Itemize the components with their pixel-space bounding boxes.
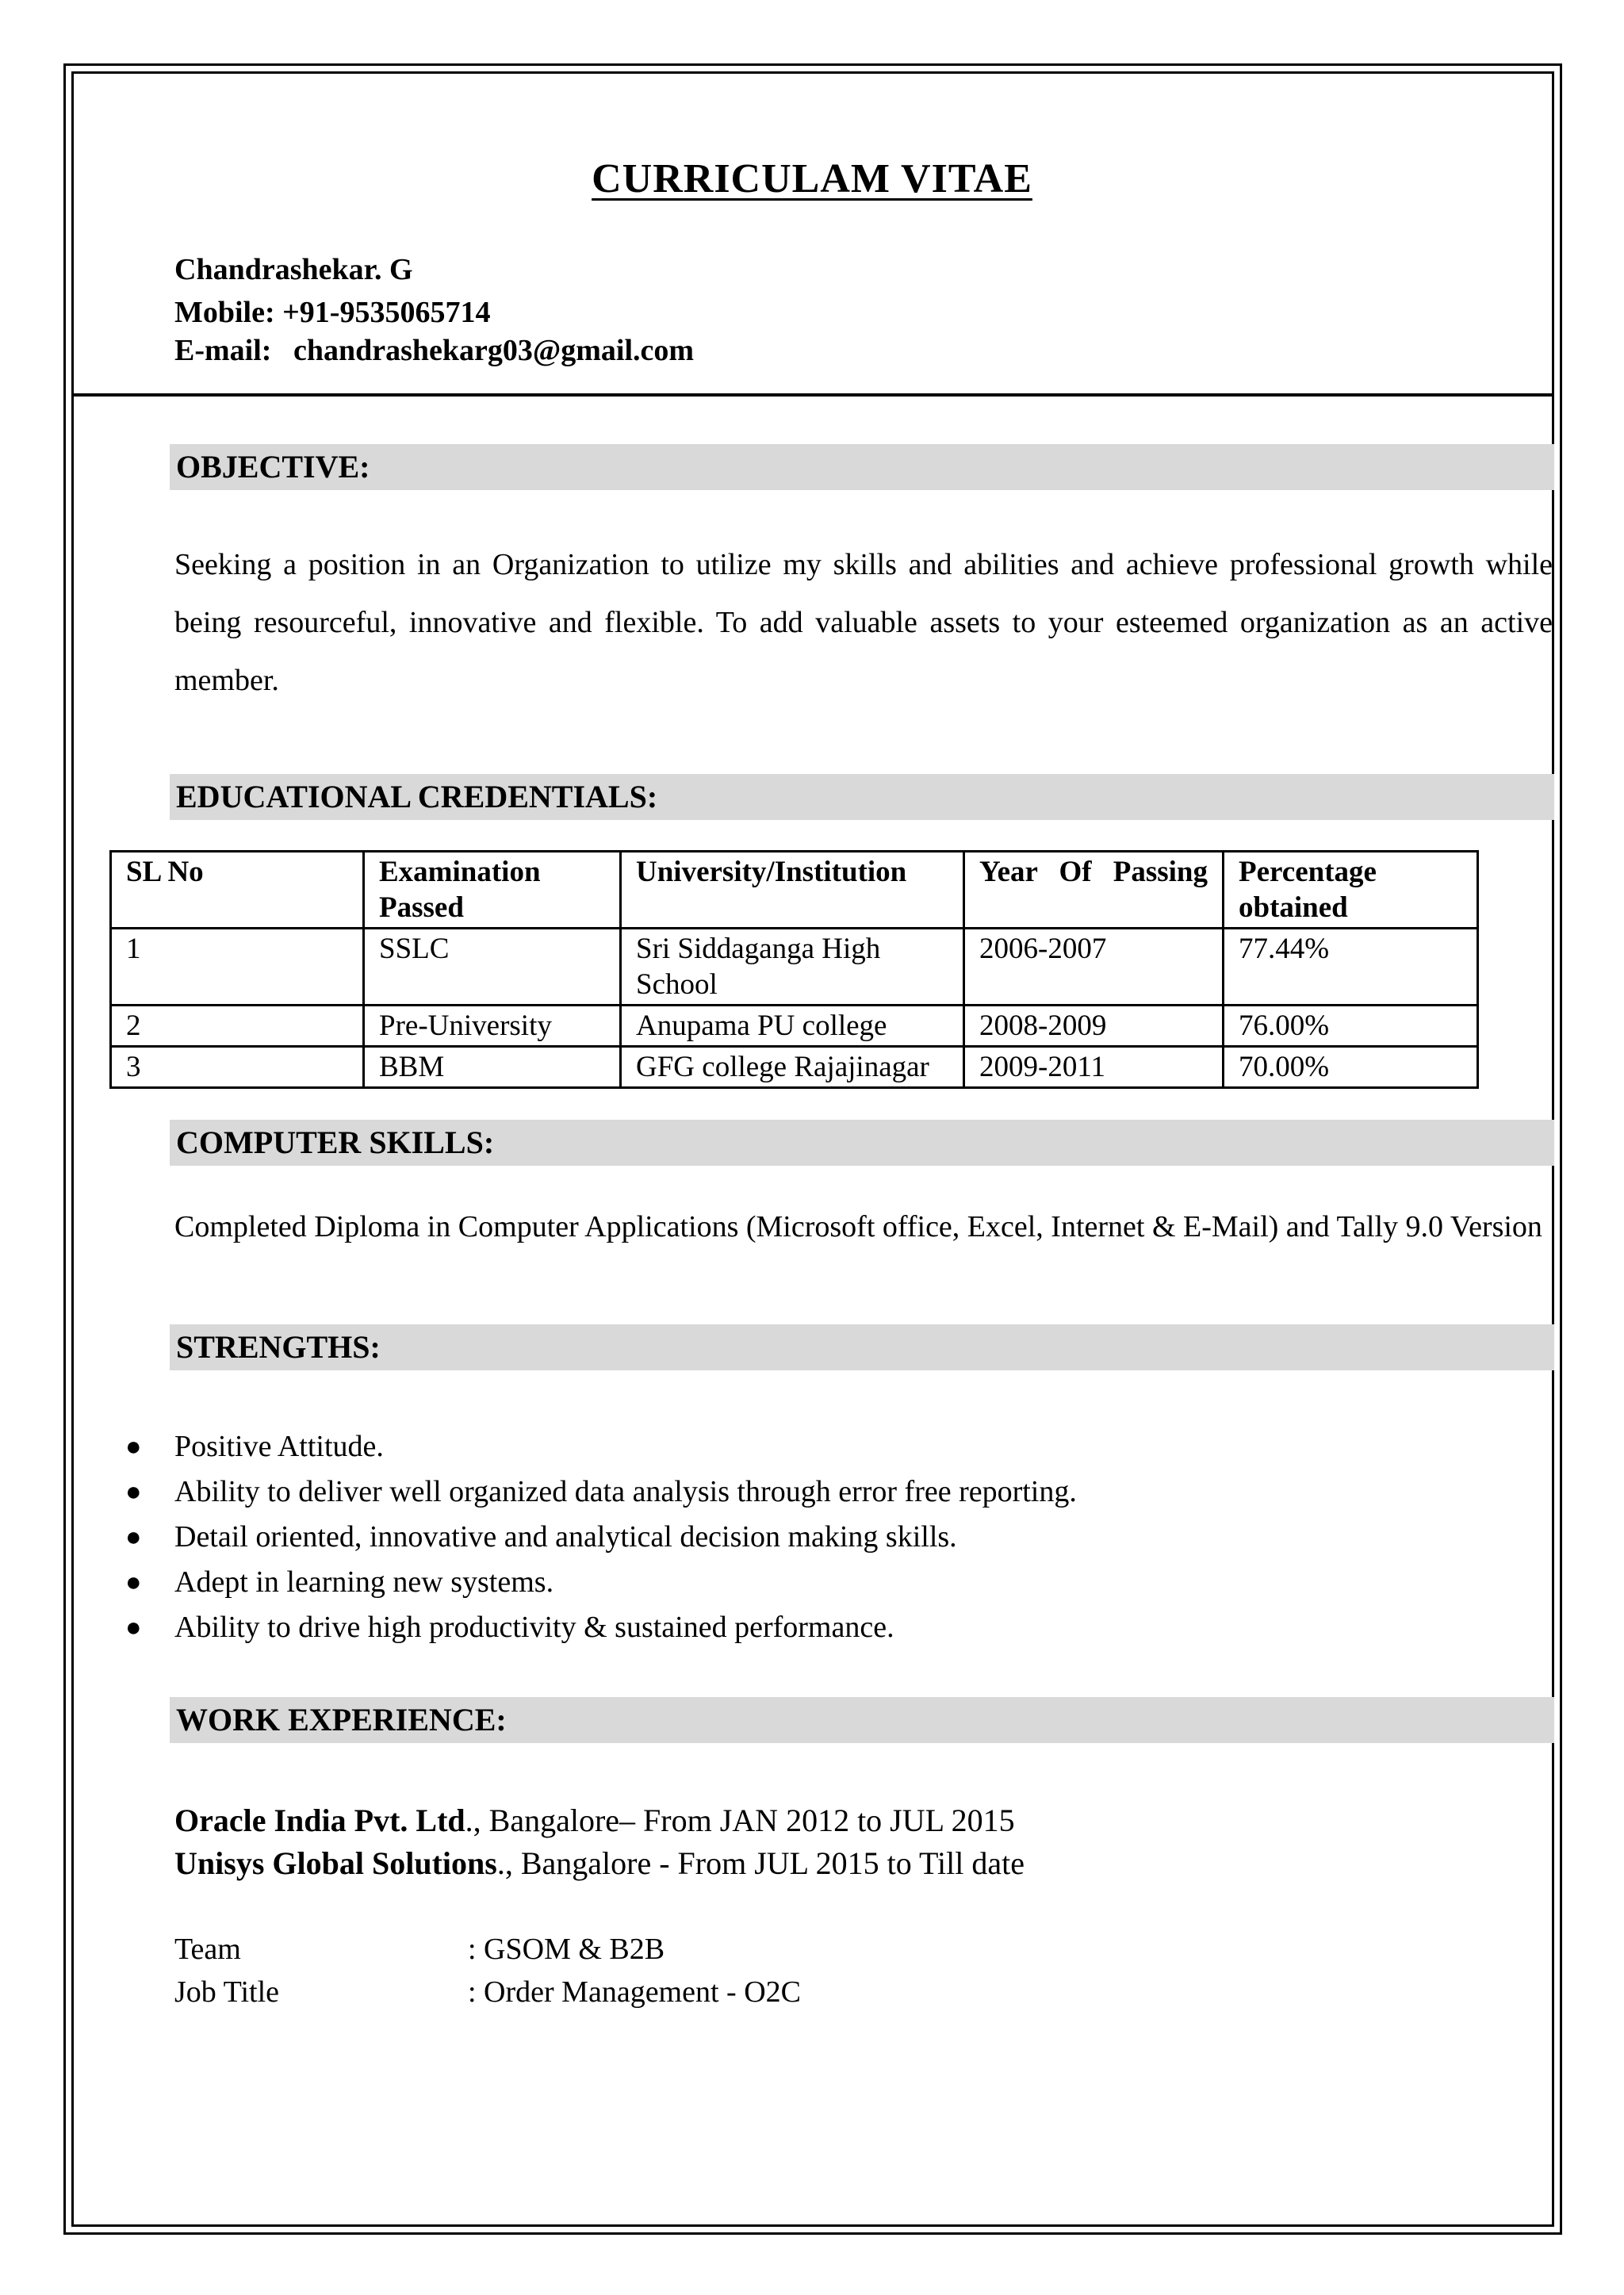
company-name: Oracle India Pvt. Ltd [174,1803,465,1838]
cell-year: 2009-2011 [964,1047,1224,1088]
company-name: Unisys Global Solutions [174,1845,497,1881]
contact-email [174,333,694,368]
col-header-percentage: Percentage obtained [1224,852,1478,929]
cell-institution: Anupama PU college [621,1006,964,1047]
col-header-sl-no: SL No [111,852,364,929]
table-row [111,929,1478,1006]
list-item [125,1469,1077,1515]
contact-mobile [174,295,490,330]
col-header-exam: Examination Passed [364,852,621,929]
cell-exam: BBM [364,1047,621,1088]
bullet-icon: ● [125,1523,142,1552]
job-entry-oracle [174,1802,1015,1839]
education-heading: EDUCATIONAL CREDENTIALS: [170,774,1554,820]
cell-sl-no: 2 [111,1006,364,1047]
strength-text: Positive Attitude. [174,1430,384,1463]
strength-text: Detail oriented, innovative and analytical decision making skills. [174,1520,957,1554]
job-details: ., Bangalore - From JUL 2015 to Till date [496,1845,1025,1881]
list-item [125,1424,1077,1469]
team-row [174,1932,665,1967]
cell-sl-no: 3 [111,1047,364,1088]
objective-text: Seeking a position in an Organization to utilize my skills and abilities and achieve professional growth while being resourceful, innovative and flexible. To add valuable assets to your esteemed organization as an active member. [174,548,1553,697]
cell-exam: SSLC [364,929,621,1006]
table-row [111,1047,1478,1088]
cell-percentage: 77.44% [1224,929,1478,1006]
education-table [109,850,1479,1089]
document-title: CURRICULAM VITAE [592,156,1032,201]
email-label: E-mail: [174,334,272,367]
email-value: chandrashekarg03@gmail.com [293,334,695,367]
job-details: ., Bangalore– From JAN 2012 to JUL 2015 [465,1803,1015,1838]
cell-exam: Pre-University [364,1006,621,1047]
col-header-institution: University/Institution [621,852,964,929]
list-item [125,1605,1077,1650]
team-label: Team [174,1933,241,1966]
computer-skills-text: Completed Diploma in Computer Applications (Microsoft office, Excel, Internet & E-Mail) and Tally 9.0 Version [174,1210,1542,1243]
job-entry-unisys [174,1845,1025,1882]
objective-heading: OBJECTIVE: [170,444,1554,490]
strength-text: Ability to deliver well organized data analysis through error free reporting. [174,1475,1077,1508]
bullet-icon: ● [125,1613,142,1642]
strengths-list [125,1424,1077,1650]
cell-percentage: 70.00% [1224,1047,1478,1088]
bullet-icon: ● [125,1568,142,1597]
cell-percentage: 76.00% [1224,1006,1478,1047]
team-value: : GSOM & B2B [468,1933,665,1966]
contact-name: Chandrashekar. G [174,253,413,286]
cell-year: 2006-2007 [964,929,1224,1006]
mobile-value: +91-9535065714 [282,296,491,329]
bullet-icon: ● [125,1477,142,1507]
cell-year: 2008-2009 [964,1006,1224,1047]
header-divider [71,393,1554,397]
strengths-heading: STRENGTHS: [170,1324,1554,1370]
job-title-value: : Order Management - O2C [468,1975,801,2009]
list-item [125,1560,1077,1605]
computer-skills-heading: COMPUTER SKILLS: [170,1120,1554,1166]
table-header-row [111,852,1478,929]
cell-sl-no: 1 [111,929,364,1006]
mobile-label: Mobile: [174,296,275,329]
cell-institution: GFG college Rajajinagar [621,1047,964,1088]
strength-text: Adept in learning new systems. [174,1565,554,1599]
strength-text: Ability to drive high productivity & sustained performance. [174,1611,894,1644]
list-item [125,1515,1077,1560]
work-experience-heading: WORK EXPERIENCE: [170,1697,1554,1743]
table-row [111,1006,1478,1047]
job-title-label: Job Title [174,1975,280,2009]
job-title-row [174,1975,801,2010]
col-header-year: Year Of Passing [964,852,1224,929]
cell-institution: Sri Siddaganga High School [621,929,964,1006]
bullet-icon: ● [125,1432,142,1462]
